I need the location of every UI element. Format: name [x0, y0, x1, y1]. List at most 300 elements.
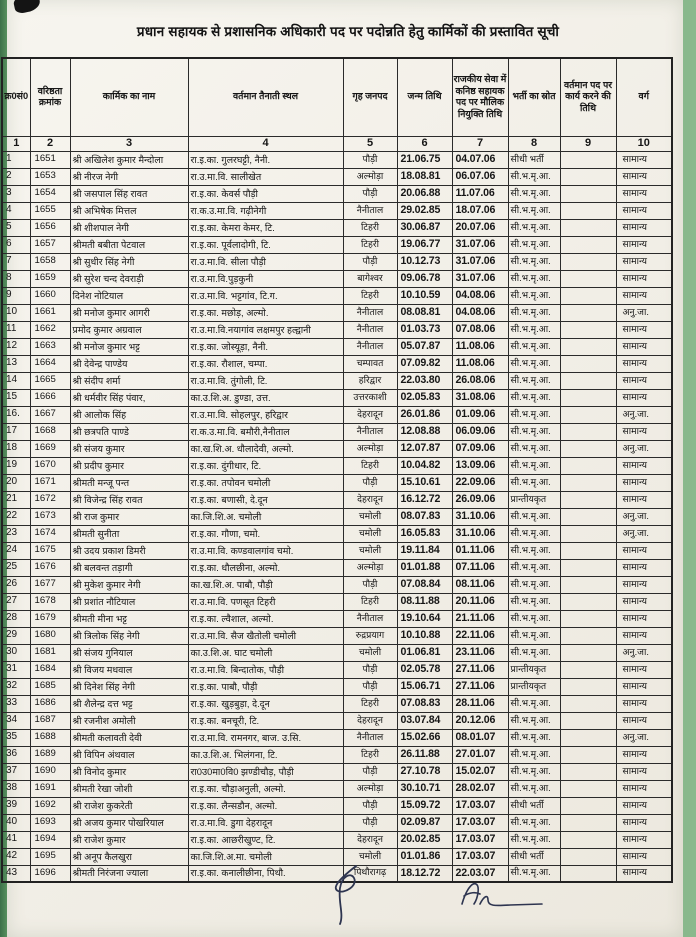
colnum: 2 [30, 136, 70, 151]
posting-cell: रा.इ.का. आछरीखुण्ट, टि. [188, 831, 343, 848]
dob-cell: 15.10.61 [397, 474, 452, 491]
category-cell: सामान्य [616, 185, 672, 202]
dob-cell: 10.10.88 [397, 627, 452, 644]
serial-cell: 8 [2, 270, 30, 287]
current-post-date-cell [560, 559, 616, 576]
table-row [2, 797, 672, 814]
name-cell: श्री संजय गुनियाल [70, 644, 188, 661]
name-cell: श्री नीरज नेगी [70, 168, 188, 185]
appointment-date-cell: 28.11.06 [452, 695, 508, 712]
posting-cell: रा.इ.का. पाबौ, पौड़ी [188, 678, 343, 695]
serial-cell: 22 [2, 508, 30, 525]
serial-cell: 38 [2, 780, 30, 797]
name-cell: श्री सुरेश चन्द देवराड़ी [70, 270, 188, 287]
district-cell: देहरादून [343, 712, 397, 729]
name-cell: श्री उदय प्रकाश डिमरी [70, 542, 188, 559]
serial-cell: 32 [2, 678, 30, 695]
district-cell: बागेश्वर [343, 270, 397, 287]
district-cell: चमोली [343, 525, 397, 542]
name-cell: श्री प्रशांत नौटियाल [70, 593, 188, 610]
source-cell: सी.भ.मृ.आ. [508, 406, 560, 423]
source-cell: सी.भ.मृ.आ. [508, 763, 560, 780]
district-cell: पौड़ी [343, 253, 397, 270]
seniority-cell: 1662 [30, 321, 70, 338]
serial-cell: 30 [2, 644, 30, 661]
category-cell: सामान्य [616, 491, 672, 508]
table-row [2, 168, 672, 185]
name-cell: श्रीमती रेखा जोशी [70, 780, 188, 797]
district-cell: टिहरी [343, 287, 397, 304]
source-cell: सीधी भर्ती [508, 797, 560, 814]
current-post-date-cell [560, 831, 616, 848]
appointment-date-cell: 04.08.06 [452, 287, 508, 304]
dob-cell: 01.03.73 [397, 321, 452, 338]
dob-cell: 19.11.84 [397, 542, 452, 559]
table-row [2, 474, 672, 491]
appointment-date-cell: 04.08.06 [452, 304, 508, 321]
current-post-date-cell [560, 763, 616, 780]
posting-cell: रा.क.उ.मा.वि. बमौरी,नैनीताल [188, 423, 343, 440]
posting-cell: का.ख.शि.अ. पाबौ, पौड़ी [188, 576, 343, 593]
signature-right [458, 878, 548, 914]
name-cell: दिनेश नोटियाल [70, 287, 188, 304]
district-cell: पौड़ी [343, 185, 397, 202]
source-cell: सी.भ.मृ.आ. [508, 457, 560, 474]
current-post-date-cell [560, 389, 616, 406]
district-cell: टिहरी [343, 746, 397, 763]
serial-cell: 12 [2, 338, 30, 355]
dob-cell: 02.05.78 [397, 661, 452, 678]
table-row [2, 831, 672, 848]
appointment-date-cell: 31.07.06 [452, 236, 508, 253]
category-cell: सामान्य [616, 270, 672, 287]
dob-cell: 03.07.84 [397, 712, 452, 729]
category-cell: सामान्य [616, 576, 672, 593]
serial-cell: 15 [2, 389, 30, 406]
serial-cell: 5 [2, 219, 30, 236]
posting-cell: रा.उ.मा.वि. कण्डवालगांव चमो. [188, 542, 343, 559]
dob-cell: 12.07.87 [397, 440, 452, 457]
current-post-date-cell [560, 304, 616, 321]
name-cell: श्री मुकेश कुमार नेगी [70, 576, 188, 593]
header-current-post-date: वर्तमान पद पर कार्य करने की तिथि [560, 58, 616, 136]
source-cell: सी.भ.मृ.आ. [508, 423, 560, 440]
appointment-date-cell: 27.11.06 [452, 661, 508, 678]
appointment-date-cell: 31.10.06 [452, 508, 508, 525]
serial-cell: 11 [2, 321, 30, 338]
current-post-date-cell [560, 797, 616, 814]
header-appointment-date: राजकीय सेवा में कनिष्ठ सहायक पद पर मौलिक नियुक्ति तिथि [452, 58, 508, 136]
seniority-cell: 1692 [30, 797, 70, 814]
serial-cell: 17 [2, 423, 30, 440]
table-row [2, 508, 672, 525]
category-cell: सामान्य [616, 831, 672, 848]
dob-cell: 27.10.78 [397, 763, 452, 780]
name-cell: श्रीमती निरंजना ज्याला [70, 865, 188, 882]
seniority-cell: 1690 [30, 763, 70, 780]
category-cell: सामान्य [616, 780, 672, 797]
dob-cell: 30.10.71 [397, 780, 452, 797]
current-post-date-cell [560, 219, 616, 236]
dob-cell: 01.01.88 [397, 559, 452, 576]
name-cell: श्री मनोज कुमार आगरी [70, 304, 188, 321]
source-cell: सी.भ.मृ.आ. [508, 355, 560, 372]
serial-cell: 18 [2, 440, 30, 457]
posting-cell: का.जि.शि.अ. चमोली [188, 508, 343, 525]
name-cell: श्री राजेश कुमार [70, 831, 188, 848]
serial-cell: 43 [2, 865, 30, 882]
district-cell: अल्मोड़ा [343, 559, 397, 576]
district-cell: पौड़ी [343, 576, 397, 593]
current-post-date-cell [560, 644, 616, 661]
district-cell: चम्पावत [343, 355, 397, 372]
district-cell: पौड़ी [343, 797, 397, 814]
current-post-date-cell [560, 610, 616, 627]
source-cell: सी.भ.मृ.आ. [508, 185, 560, 202]
seniority-cell: 1654 [30, 185, 70, 202]
district-cell: देहरादून [343, 406, 397, 423]
name-cell: श्री त्रिलोक सिंह नेगी [70, 627, 188, 644]
category-cell: सामान्य [616, 746, 672, 763]
current-post-date-cell [560, 151, 616, 168]
source-cell: सी.भ.मृ.आ. [508, 542, 560, 559]
table-row [2, 202, 672, 219]
source-cell: सी.भ.मृ.आ. [508, 372, 560, 389]
appointment-date-cell: 15.02.07 [452, 763, 508, 780]
posting-cell: रा.उ.मा.वि. रामनगर, बाज. उ.सि. [188, 729, 343, 746]
posting-cell: रा.उ.मा.वि. तुंगोली, टि. [188, 372, 343, 389]
serial-cell: 19 [2, 457, 30, 474]
current-post-date-cell [560, 253, 616, 270]
dob-cell: 16.05.83 [397, 525, 452, 542]
appointment-date-cell: 13.09.06 [452, 457, 508, 474]
seniority-cell: 1667 [30, 406, 70, 423]
source-cell: सी.भ.मृ.आ. [508, 593, 560, 610]
source-cell: सीधी भर्ती [508, 848, 560, 865]
serial-cell: 24 [2, 542, 30, 559]
colnum: 8 [508, 136, 560, 151]
seniority-cell: 1694 [30, 831, 70, 848]
table-row [2, 712, 672, 729]
appointment-date-cell: 28.02.07 [452, 780, 508, 797]
table-row [2, 491, 672, 508]
header-category: वर्ग [616, 58, 672, 136]
dob-cell: 07.09.82 [397, 355, 452, 372]
source-cell: सीधी भर्ती [508, 151, 560, 168]
name-cell: श्री अभिषेक मित्तल [70, 202, 188, 219]
name-cell: श्रीमती सुनीता [70, 525, 188, 542]
table-row [2, 355, 672, 372]
appointment-date-cell: 11.08.06 [452, 355, 508, 372]
seniority-cell: 1685 [30, 678, 70, 695]
district-cell: अल्मोड़ा [343, 780, 397, 797]
colnum: 1 [2, 136, 30, 151]
seniority-cell: 1671 [30, 474, 70, 491]
current-post-date-cell [560, 542, 616, 559]
name-cell: श्री सुधीर सिंह नेगी [70, 253, 188, 270]
district-cell: टिहरी [343, 593, 397, 610]
table-row [2, 372, 672, 389]
current-post-date-cell [560, 321, 616, 338]
appointment-date-cell: 22.11.06 [452, 627, 508, 644]
table-row [2, 627, 672, 644]
serial-cell: 39 [2, 797, 30, 814]
current-post-date-cell [560, 338, 616, 355]
current-post-date-cell [560, 729, 616, 746]
district-cell: अल्मोड़ा [343, 440, 397, 457]
table-row [2, 389, 672, 406]
table-row [2, 304, 672, 321]
source-cell: सी.भ.मृ.आ. [508, 270, 560, 287]
district-cell: देहरादून [343, 491, 397, 508]
current-post-date-cell [560, 661, 616, 678]
seniority-cell: 1658 [30, 253, 70, 270]
source-cell: प्रान्तीयकृत [508, 491, 560, 508]
colnum: 5 [343, 136, 397, 151]
appointment-date-cell: 31.08.06 [452, 389, 508, 406]
category-cell: सामान्य [616, 151, 672, 168]
name-cell: श्री विजय मधवाल [70, 661, 188, 678]
posting-cell: रा.उ.मा.वि. बिन्दातोक, पौड़ी [188, 661, 343, 678]
appointment-date-cell: 07.08.06 [452, 321, 508, 338]
appointment-date-cell: 20.12.06 [452, 712, 508, 729]
current-post-date-cell [560, 627, 616, 644]
seniority-cell: 1689 [30, 746, 70, 763]
district-cell: चमोली [343, 542, 397, 559]
colnum: 9 [560, 136, 616, 151]
name-cell: श्रीमती मन्जू पन्त [70, 474, 188, 491]
category-cell: सामान्य [616, 627, 672, 644]
dob-cell: 07.08.83 [397, 695, 452, 712]
serial-cell: 26 [2, 576, 30, 593]
dob-cell: 30.06.87 [397, 219, 452, 236]
seniority-cell: 1665 [30, 372, 70, 389]
table-row [2, 440, 672, 457]
category-cell: सामान्य [616, 287, 672, 304]
table-row [2, 576, 672, 593]
colnum: 7 [452, 136, 508, 151]
posting-cell: रा.इ.का. रौशाल, चम्पा. [188, 355, 343, 372]
appointment-date-cell: 26.09.06 [452, 491, 508, 508]
current-post-date-cell [560, 474, 616, 491]
source-cell: सी.भ.मृ.आ. [508, 865, 560, 882]
district-cell: पौड़ी [343, 661, 397, 678]
current-post-date-cell [560, 678, 616, 695]
table-row [2, 559, 672, 576]
seniority-cell: 1691 [30, 780, 70, 797]
appointment-date-cell: 27.11.06 [452, 678, 508, 695]
source-cell: सी.भ.मृ.आ. [508, 287, 560, 304]
category-cell: सामान्य [616, 542, 672, 559]
serial-cell: 27 [2, 593, 30, 610]
source-cell: प्रान्तीयकृत [508, 661, 560, 678]
serial-cell: 14 [2, 372, 30, 389]
colnum: 3 [70, 136, 188, 151]
table-row [2, 236, 672, 253]
serial-cell: 37 [2, 763, 30, 780]
posting-cell: रा0उ0मा0वि0 झण्डीचौड़, पौड़ी [188, 763, 343, 780]
serial-cell: 7 [2, 253, 30, 270]
posting-cell: का.उ.शि.अ. घाट चमोली [188, 644, 343, 661]
name-cell: श्री आलोक सिंह [70, 406, 188, 423]
posting-cell: रा.उ.मा.वि.नयागांव लक्षमपुर हल्द्वानी [188, 321, 343, 338]
seniority-cell: 1669 [30, 440, 70, 457]
district-cell: अल्मोड़ा [343, 168, 397, 185]
category-cell: सामान्य [616, 321, 672, 338]
source-cell: सी.भ.मृ.आ. [508, 610, 560, 627]
source-cell: सी.भ.मृ.आ. [508, 831, 560, 848]
source-cell: सी.भ.मृ.आ. [508, 253, 560, 270]
dob-cell: 29.02.85 [397, 202, 452, 219]
posting-cell: रा.इ.का. चौड़ाअनुली, अल्मो. [188, 780, 343, 797]
name-cell: श्री प्रदीप कुमार [70, 457, 188, 474]
posting-cell: रा.उ.मा.वि. सैज खैतोली चमोली [188, 627, 343, 644]
table-row [2, 185, 672, 202]
appointment-date-cell: 11.07.06 [452, 185, 508, 202]
category-cell: सामान्य [616, 814, 672, 831]
appointment-date-cell: 17.03.07 [452, 831, 508, 848]
appointment-date-cell: 27.01.07 [452, 746, 508, 763]
seniority-cell: 1674 [30, 525, 70, 542]
seniority-cell: 1666 [30, 389, 70, 406]
table-header [2, 58, 672, 151]
current-post-date-cell [560, 848, 616, 865]
district-cell: पौड़ी [343, 151, 397, 168]
appointment-date-cell: 17.03.07 [452, 848, 508, 865]
seniority-cell: 1673 [30, 508, 70, 525]
posting-cell: रा.इ.का. ल्वैशाल, अल्मो. [188, 610, 343, 627]
district-cell: पिथौरागढ़ [343, 865, 397, 882]
serial-cell: 35 [2, 729, 30, 746]
posting-cell: रा.उ.मा.वि. सोहलपुर, हरिद्वार [188, 406, 343, 423]
category-cell: सामान्य [616, 559, 672, 576]
table-row [2, 219, 672, 236]
category-cell: सामान्य [616, 661, 672, 678]
name-cell: श्री अजय कुमार पोखरियाल [70, 814, 188, 831]
posting-cell: रा.इ.का. बणासी, दे.दून [188, 491, 343, 508]
posting-cell: रा.इ.का. तपोवन चमोली [188, 474, 343, 491]
posting-cell: रा.उ.मा.वि. डुगा देहरादून [188, 814, 343, 831]
district-cell: चमोली [343, 848, 397, 865]
colnum: 4 [188, 136, 343, 151]
posting-cell: रा.इ.का. जोस्यूड़ा, नैनी. [188, 338, 343, 355]
posting-cell: रा.इ.का. मछोड़, अल्मो. [188, 304, 343, 321]
appointment-date-cell: 31.07.06 [452, 270, 508, 287]
posting-cell: रा.उ.मा.वि. सीला पौड़ी [188, 253, 343, 270]
dob-cell: 09.06.78 [397, 270, 452, 287]
appointment-date-cell: 22.09.06 [452, 474, 508, 491]
category-cell: अनु.जा. [616, 304, 672, 321]
name-cell: श्री छत्रपति पाण्डे [70, 423, 188, 440]
district-cell: नैनीताल [343, 304, 397, 321]
posting-cell: का.उ.शि.अ. डुण्डा, उत्त. [188, 389, 343, 406]
seniority-cell: 1687 [30, 712, 70, 729]
source-cell: सी.भ.मृ.आ. [508, 321, 560, 338]
seniority-cell: 1655 [30, 202, 70, 219]
table-row [2, 661, 672, 678]
name-cell: श्रीमती बबीता पेटवाल [70, 236, 188, 253]
category-cell: सामान्य [616, 763, 672, 780]
category-cell: सामान्य [616, 610, 672, 627]
colnum: 10 [616, 136, 672, 151]
district-cell: रुद्रप्रयाग [343, 627, 397, 644]
district-cell: चमोली [343, 644, 397, 661]
serial-cell: 23 [2, 525, 30, 542]
page-title: प्रधान सहायक से प्रशासनिक अधिकारी पद पर पदोन्नति हेतु कार्मिकों की प्रस्तावित सूची [136, 24, 560, 39]
dob-cell: 19.10.64 [397, 610, 452, 627]
name-cell: श्री शीशपाल नेगी [70, 219, 188, 236]
name-cell: श्री दिनेश सिंह नेगी [70, 678, 188, 695]
current-post-date-cell [560, 695, 616, 712]
table-row [2, 287, 672, 304]
colnum: 6 [397, 136, 452, 151]
name-cell: श्री रजनीश अमोली [70, 712, 188, 729]
district-cell: नैनीताल [343, 202, 397, 219]
category-cell: सामान्य [616, 219, 672, 236]
appointment-date-cell: 20.07.06 [452, 219, 508, 236]
seniority-cell: 1657 [30, 236, 70, 253]
district-cell: नैनीताल [343, 729, 397, 746]
name-cell: श्री देवेन्द्र पाण्डेय [70, 355, 188, 372]
dob-cell: 21.06.75 [397, 151, 452, 168]
serial-cell: 33 [2, 695, 30, 712]
dob-cell: 08.07.83 [397, 508, 452, 525]
serial-cell: 40 [2, 814, 30, 831]
current-post-date-cell [560, 287, 616, 304]
signature-left [318, 858, 388, 928]
table-row [2, 644, 672, 661]
posting-cell: रा.उ.मा.वि. पणसूत टिहरी [188, 593, 343, 610]
current-post-date-cell [560, 508, 616, 525]
district-cell: टिहरी [343, 219, 397, 236]
current-post-date-cell [560, 440, 616, 457]
category-cell: सामान्य [616, 593, 672, 610]
category-cell: सामान्य [616, 695, 672, 712]
district-cell: नैनीताल [343, 610, 397, 627]
dob-cell: 16.12.72 [397, 491, 452, 508]
category-cell: सामान्य [616, 253, 672, 270]
appointment-date-cell: 17.03.07 [452, 814, 508, 831]
table-row [2, 406, 672, 423]
appointment-date-cell: 11.08.06 [452, 338, 508, 355]
name-cell: श्री राजेश कुकरेती [70, 797, 188, 814]
dob-cell: 12.08.88 [397, 423, 452, 440]
dob-cell: 15.06.71 [397, 678, 452, 695]
dob-cell: 18.12.72 [397, 865, 452, 882]
seniority-cell: 1693 [30, 814, 70, 831]
category-cell: सामान्य [616, 338, 672, 355]
category-cell: सामान्य [616, 372, 672, 389]
appointment-date-cell: 08.11.06 [452, 576, 508, 593]
category-cell: सामान्य [616, 474, 672, 491]
dob-cell: 07.08.84 [397, 576, 452, 593]
dob-cell: 15.09.72 [397, 797, 452, 814]
seniority-cell: 1696 [30, 865, 70, 882]
current-post-date-cell [560, 491, 616, 508]
appointment-date-cell: 17.03.07 [452, 797, 508, 814]
serial-cell: 10 [2, 304, 30, 321]
serial-cell: 20 [2, 474, 30, 491]
header-row [2, 58, 672, 136]
source-cell: सी.भ.मृ.आ. [508, 168, 560, 185]
category-cell: सामान्य [616, 423, 672, 440]
name-cell: श्री राज कुमार [70, 508, 188, 525]
category-cell: अनु.जा. [616, 525, 672, 542]
current-post-date-cell [560, 457, 616, 474]
source-cell: सी.भ.मृ.आ. [508, 389, 560, 406]
seniority-cell: 1680 [30, 627, 70, 644]
table-row [2, 729, 672, 746]
